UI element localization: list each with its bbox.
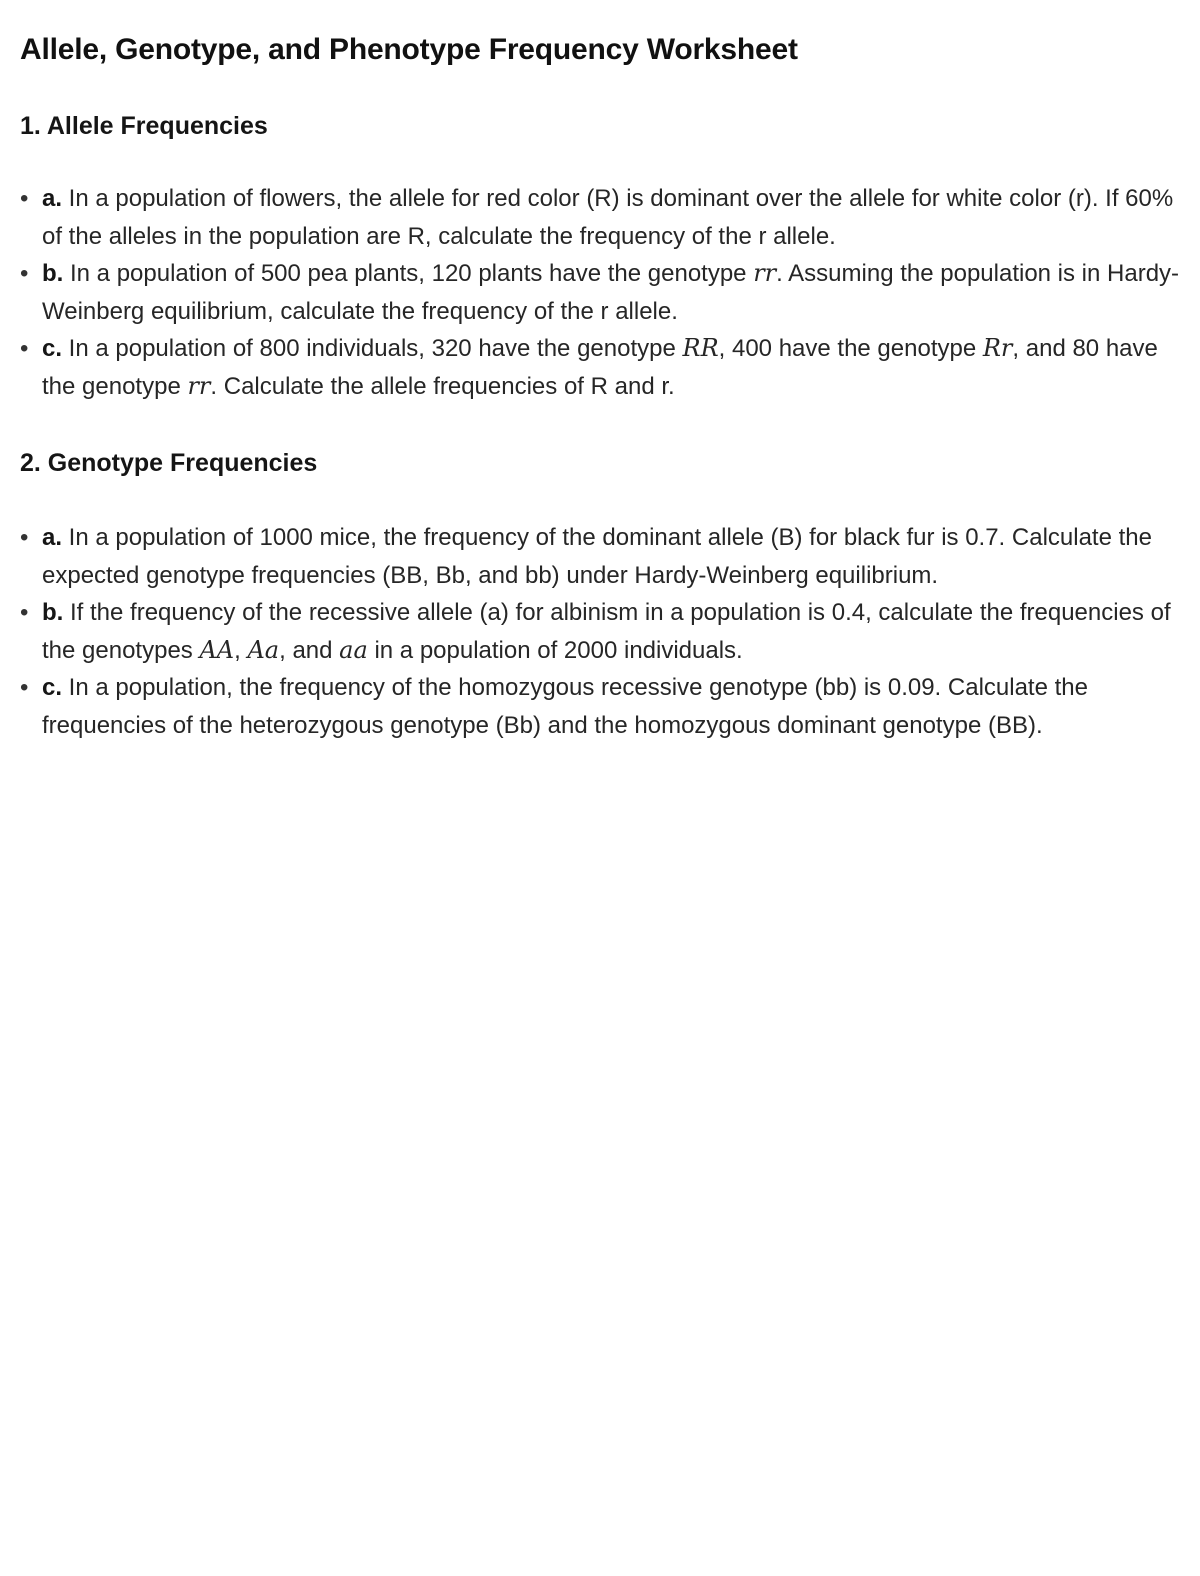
bullet-icon: • (20, 335, 29, 362)
section-heading-allele-frequencies: 1. Allele Frequencies (20, 112, 268, 140)
genotype-math: AA (199, 635, 235, 664)
question-text: In a population, the frequency of the homozygous recessive genotype (bb) is 0.09. Calculate the frequencies of the heterozygous genotype (Bb) and the homozygous dominant genotype (BB). (42, 674, 1088, 739)
bullet-icon: • (20, 674, 29, 701)
question-label: a. (42, 185, 63, 212)
question-text: If the frequency of the recessive allele (a) for albinism in a population is 0.4, calculate the frequencies of the genotypes (42, 599, 1171, 664)
question-item (20, 330, 1180, 405)
question-text: , 400 have the genotype (718, 335, 983, 362)
question-text: In a population of flowers, the allele for red color (R) is dominant over the allele for white color (r). If 60% of the alleles in the population are R, calculate the frequency of the r allele. (42, 185, 1174, 250)
question-text: In a population of 1000 mice, the frequency of the dominant allele (B) for black fur is 0.7. Calculate the expected genotype frequencies (BB, Bb, and bb) under Hardy-Weinberg equilibrium. (42, 524, 1152, 589)
genotype-math: aa (339, 635, 368, 664)
question-text: , (234, 636, 248, 664)
question-label: b. (42, 260, 64, 287)
genotype-math: rr (753, 259, 777, 287)
page-title: Allele, Genotype, and Phenotype Frequency Worksheet (20, 33, 798, 66)
bullet-icon: • (20, 260, 29, 287)
question-text: in a population of 2000 individuals. (367, 636, 743, 664)
question-list-genotype-frequencies (20, 519, 1180, 744)
question-text: , and 80 have the genotype (42, 335, 1158, 400)
question-text: , and (279, 636, 340, 664)
genotype-math: rr (187, 371, 211, 400)
question-item (20, 255, 1180, 330)
question-item (20, 594, 1180, 669)
question-label: c. (42, 674, 63, 701)
question-label: b. (42, 599, 64, 626)
question-item (20, 519, 1180, 594)
question-label: c. (42, 335, 63, 362)
genotype-math: Rr (982, 334, 1013, 362)
section-heading-genotype-frequencies: 2. Genotype Frequencies (20, 449, 318, 477)
question-text: In a population of 800 individuals, 320 have the genotype (62, 335, 683, 362)
question-text: In a population of 500 pea plants, 120 plants have the genotype (63, 260, 754, 287)
genotype-math: RR (682, 334, 719, 362)
question-text: . Assuming the population is in Hardy-Weinberg equilibrium, calculate the frequency of the r allele. (42, 260, 1180, 325)
question-label: a. (42, 524, 63, 551)
question-item (20, 669, 1180, 744)
question-item (20, 180, 1180, 255)
genotype-math: Aa (247, 635, 280, 664)
bullet-icon: • (20, 185, 29, 212)
question-text: . Calculate the allele frequencies of R and r. (210, 372, 675, 400)
bullet-icon: • (20, 599, 29, 626)
question-list-allele-frequencies (20, 180, 1180, 405)
bullet-icon: • (20, 524, 29, 551)
